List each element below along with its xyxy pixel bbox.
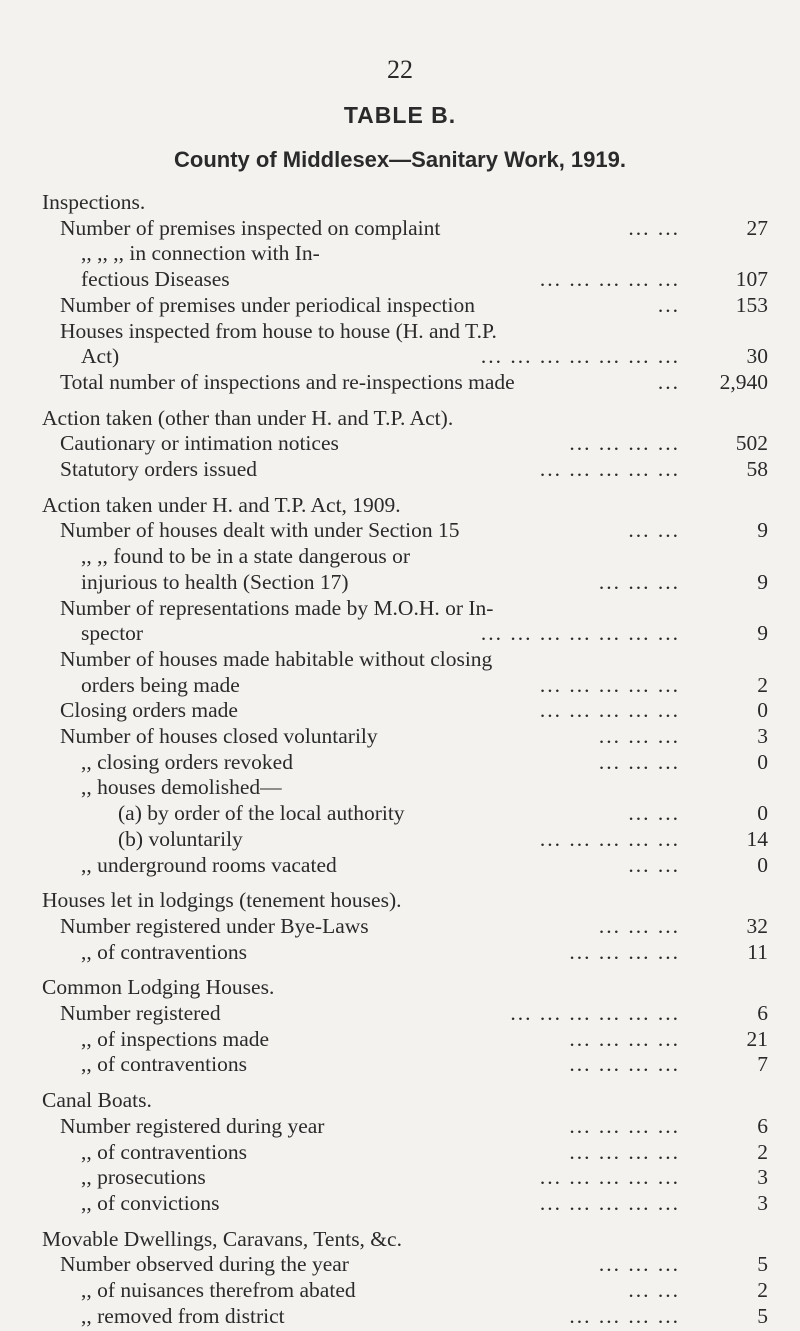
section-heading: Movable Dwellings, Caravans, Tents, &c.: [42, 1226, 402, 1251]
leader-dots: ... ...: [628, 801, 680, 826]
row-label: Number of houses dealt with under Section 15: [60, 518, 460, 543]
row-value: 5: [757, 1252, 768, 1277]
row-label: Total number of inspections and re-inspections made: [60, 369, 515, 394]
row-label: (a) by order of the local authority: [118, 801, 405, 826]
row-label: Act): [81, 344, 120, 369]
row-value: 32: [746, 913, 768, 938]
leader-dots: ... ... ... ... ...: [539, 672, 680, 697]
leader-dots: ... ... ...: [598, 913, 680, 938]
leader-dots: ... ... ...: [598, 724, 680, 748]
section-heading: Common Lodging Houses.: [42, 975, 275, 1000]
row-value: 0: [757, 801, 768, 826]
leader-dots: ... ... ... ...: [569, 1303, 680, 1328]
leader-dots: ... ... ... ... ... ... ...: [480, 344, 680, 369]
row-label: ,, ,, ,, in connection with In-: [81, 241, 320, 266]
row-label: ,, closing orders revoked: [81, 749, 293, 774]
row-value: 502: [735, 431, 768, 456]
row-label: Number of premises under periodical inspection: [60, 292, 475, 317]
row-value: 30: [746, 344, 768, 369]
leader-dots: ...: [657, 292, 680, 317]
row-label: injurious to health (Section 17): [81, 569, 349, 594]
leader-dots: ... ... ... ...: [569, 1139, 680, 1164]
row-label: Closing orders made: [60, 698, 238, 723]
row-value: 21: [746, 1026, 768, 1051]
row-value: 3: [757, 1190, 768, 1215]
row-value: 27: [746, 215, 768, 240]
leader-dots: ... ... ... ... ...: [539, 826, 680, 851]
document-title: County of Middlesex—Sanitary Work, 1919.: [174, 147, 626, 172]
row-label: Number of premises inspected on complaint: [60, 215, 441, 240]
leader-dots: ... ...: [628, 215, 680, 240]
row-label: Number registered under Bye-Laws: [60, 913, 369, 938]
leader-dots: ...: [657, 369, 680, 394]
row-label: orders being made: [81, 672, 240, 697]
row-value: 14: [746, 826, 768, 851]
row-value: 2: [757, 1278, 768, 1302]
row-value: 11: [747, 939, 768, 964]
leader-dots: ... ... ... ... ... ...: [510, 1001, 680, 1025]
leader-dots: ... ... ... ...: [569, 1113, 680, 1138]
row-label: ,, prosecutions: [81, 1165, 206, 1190]
row-value: 7: [757, 1052, 768, 1077]
row-label: ,, houses demolished—: [81, 775, 282, 800]
page-number: 22: [387, 55, 413, 84]
row-label: fectious Diseases: [81, 267, 230, 292]
row-value: 0: [757, 749, 768, 774]
leader-dots: ... ... ... ...: [569, 939, 680, 964]
row-value: 3: [757, 724, 768, 748]
row-label: ,, removed from district: [81, 1303, 285, 1328]
row-value: 0: [757, 698, 768, 723]
table-title: TABLE B.: [343, 102, 457, 128]
row-label: ,, of contraventions: [81, 1052, 247, 1077]
row-label: Number of houses made habitable without closing: [60, 646, 493, 671]
leader-dots: ... ... ...: [598, 569, 680, 594]
row-label: ,, ,, found to be in a state dangerous or: [81, 544, 410, 569]
row-label: spector: [81, 621, 144, 646]
row-value: 58: [746, 457, 768, 481]
row-label: ,, of nuisances therefrom abated: [81, 1278, 356, 1302]
row-label: Number registered during year: [60, 1113, 325, 1138]
section-heading: Canal Boats.: [42, 1088, 152, 1113]
row-label: ,, underground rooms vacated: [81, 852, 337, 877]
row-value: 3: [757, 1165, 768, 1190]
row-value: 5: [757, 1303, 768, 1328]
leader-dots: ... ... ...: [598, 1252, 680, 1277]
leader-dots: ... ... ... ...: [569, 1026, 680, 1051]
section-heading: Inspections.: [42, 190, 146, 214]
leader-dots: ... ... ... ... ...: [539, 1165, 680, 1190]
row-value: 153: [735, 292, 768, 317]
row-value: 0: [757, 852, 768, 877]
leader-dots: ... ... ... ...: [569, 431, 680, 456]
section-heading: Action taken (other than under H. and T.P. Act).: [42, 405, 454, 430]
row-label: Number registered: [60, 1001, 221, 1025]
row-label: Cautionary or intimation notices: [60, 431, 339, 456]
leader-dots: ... ... ... ... ...: [539, 267, 680, 292]
row-label: Number observed during the year: [60, 1252, 349, 1277]
row-label: Houses inspected from house to house (H. and T.P.: [60, 318, 497, 343]
leader-dots: ... ... ... ...: [569, 1052, 680, 1077]
section-heading: Houses let in lodgings (tenement houses).: [42, 888, 402, 913]
row-value: 9: [757, 569, 768, 594]
row-label: (b) voluntarily: [118, 826, 243, 851]
leader-dots: ... ...: [628, 852, 680, 877]
leader-dots: ... ... ... ... ...: [539, 1190, 680, 1215]
section-heading: Action taken under H. and T.P. Act, 1909.: [42, 492, 401, 517]
row-label: Statutory orders issued: [60, 457, 258, 481]
row-label: ,, of convictions: [81, 1190, 220, 1215]
row-value: 9: [757, 621, 768, 646]
row-value: 9: [757, 518, 768, 543]
row-value: 107: [735, 267, 768, 292]
row-value: 6: [757, 1001, 768, 1025]
row-value: 2: [757, 672, 768, 697]
row-value: 2,940: [719, 369, 768, 394]
leader-dots: ... ... ... ... ...: [539, 698, 680, 723]
leader-dots: ... ...: [628, 1278, 680, 1302]
leader-dots: ... ... ... ... ...: [539, 457, 680, 481]
row-value: 2: [757, 1139, 768, 1164]
row-label: Number of houses closed voluntarily: [60, 724, 378, 748]
row-value: 6: [757, 1113, 768, 1138]
row-label: Number of representations made by M.O.H. or In-: [60, 595, 494, 620]
leader-dots: ... ... ...: [598, 749, 680, 774]
row-label: ,, of contraventions: [81, 1139, 247, 1164]
leader-dots: ... ... ... ... ... ... ...: [480, 621, 680, 646]
row-label: ,, of inspections made: [81, 1026, 270, 1051]
leader-dots: ... ...: [628, 518, 680, 543]
row-label: ,, of contraventions: [81, 939, 247, 964]
